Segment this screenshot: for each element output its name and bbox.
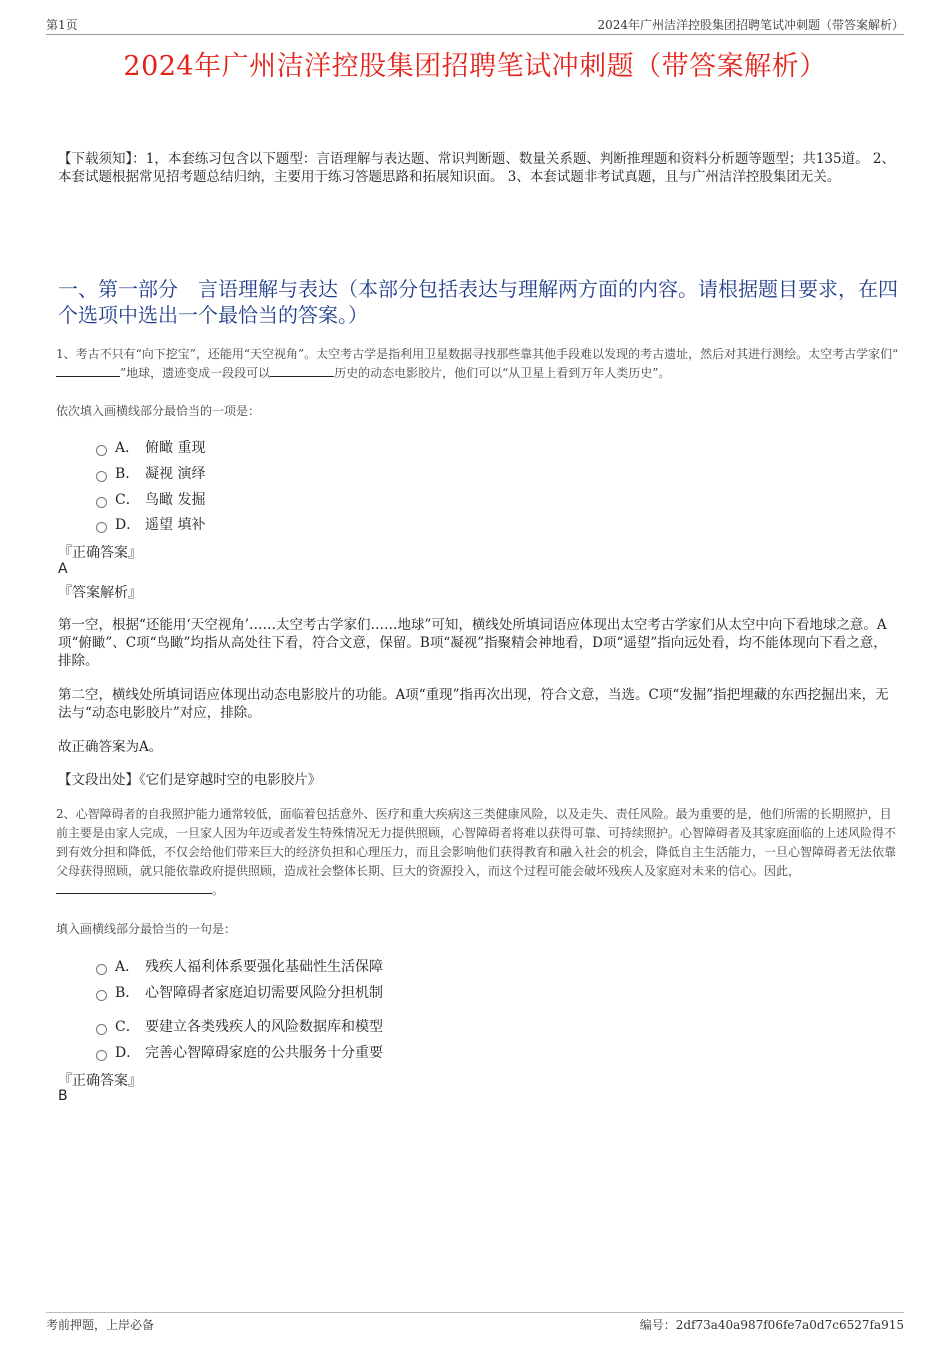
q1-analysis-paragraph: 第一空，根据“还能用‘天空视角’……太空考古学家们……地球”可知，横线处所填词语应体现出太空考古学家们从太空中向下看地球之意。A项“俯瞰”、C项“鸟瞰”均指从高处往下看，符合文意，保留。B项“凝视”指聚精会神地看，D项“遥望”指向远处看，均不能体现向下看之意，排除。	[58, 617, 887, 669]
question-2-text	[56, 805, 900, 900]
q2-option-c[interactable]	[96, 1016, 383, 1036]
question-1-text-part-b: ”地球，遗迹变成一段段可以	[120, 366, 271, 380]
radio-icon[interactable]	[96, 990, 107, 1001]
radio-icon[interactable]	[96, 445, 107, 456]
q1-option-b[interactable]	[96, 463, 205, 483]
section-title: 一、第一部分 言语理解与表达（本部分包括表达与理解两方面的内容。请根据题目要求，在四个选项中选出一个最恰当的答案。）	[58, 277, 898, 327]
footer-doc-id: 编号：2df73a40a987f06fe7a0d7c6527fa915	[639, 1318, 904, 1332]
q2-answer: B	[58, 1088, 68, 1104]
q1-analysis-label: 『答案解析』	[58, 585, 142, 601]
q2-option-a[interactable]	[96, 956, 383, 976]
option-text: 完善心智障碍家庭的公共服务十分重要	[145, 1045, 383, 1061]
question-1-text-part-c: 历史的动态电影胶片，他们可以“从卫星上看到万年人类历史”。	[334, 366, 671, 380]
download-notice: 【下载须知】：1，本套练习包含以下题型：言语理解与表达题、常识判断题、数量关系题、判断推理题和资料分析题等题型；共135道。 2、本套试题根据常见招考题总结归纳，主要用于练习答题思路和拓展知识面。 3、本套试题非考试真题，且与广州洁洋控股集团无关。	[58, 151, 895, 185]
q1-answer: A	[58, 561, 68, 577]
question-2-text-body: 2、心智障碍者的自我照护能力通常较低，面临着包括意外、医疗和重大疾病这三类健康风险，以及走失、责任风险。最为重要的是，他们所需的长期照护，目前主要是由家人完成，一旦家人因为年迈或者发生特殊情况无力提供照顾，心智障碍者将难以获得可靠、可持续照护。心智障碍者及其家庭面临的上述风险得不到有效分担和降低，不仅会给他们带来巨大的经济负担和心理压力，而且会影响他们获得教育和融入社会的机会，降低自主生活能力，一旦心智障碍者无法依靠父母获得照顾，就只能依靠政府提供照顾，造成社会整体长期、巨大的资源投入，而这个过程可能会破坏残疾人及家庭对未来的信心。因此，	[56, 807, 897, 878]
option-text: 凝视 演绎	[145, 466, 206, 482]
question-1-text	[56, 345, 900, 383]
option-text: 要建立各类残疾人的风险数据库和模型	[145, 1019, 383, 1035]
blank-1	[56, 364, 120, 377]
document-title: 2024年广州洁洋控股集团招聘笔试冲刺题（带答案解析）	[123, 51, 827, 82]
radio-icon[interactable]	[96, 1024, 107, 1035]
q1-option-d[interactable]	[96, 514, 205, 534]
q1-analysis-conclusion: 故正确答案为A。	[58, 739, 163, 755]
question-2-instruction: 填入画横线部分最恰当的一句是：	[56, 922, 237, 936]
option-text: 遥望 填补	[145, 517, 206, 533]
option-letter: A．	[115, 440, 140, 456]
option-text: 俯瞰 重现	[145, 440, 206, 456]
option-letter: C．	[115, 492, 140, 508]
option-text: 心智障碍者家庭迫切需要风险分担机制	[145, 985, 383, 1001]
page-footer	[46, 1312, 904, 1333]
radio-icon[interactable]	[96, 964, 107, 975]
radio-icon[interactable]	[96, 522, 107, 533]
page-header	[46, 14, 904, 35]
radio-icon[interactable]	[96, 471, 107, 482]
radio-icon[interactable]	[96, 497, 107, 508]
q1-option-c[interactable]	[96, 489, 205, 509]
q2-option-b[interactable]	[96, 982, 383, 1002]
option-letter: D．	[115, 1045, 141, 1061]
option-letter: B．	[115, 466, 140, 482]
option-text: 鸟瞰 发掘	[145, 492, 206, 508]
question-1-text-part-a: 1、考古不只有“向下挖宝”，还能用“天空视角”。太空考古学是指利用卫星数据寻找那些靠其他手段难以发现的考古遗址，然后对其进行测绘。太空考古学家们“	[56, 347, 899, 361]
question-2-text-end: 。	[212, 883, 225, 897]
option-letter: A．	[115, 959, 140, 975]
radio-icon[interactable]	[96, 1050, 107, 1061]
footer-slogan: 考前押题，上岸必备	[46, 1318, 155, 1332]
q1-answer-label: 『正确答案』	[58, 545, 142, 561]
q1-option-a[interactable]	[96, 437, 205, 457]
blank-1	[56, 881, 212, 894]
option-letter: C．	[115, 1019, 140, 1035]
q2-answer-label: 『正确答案』	[58, 1073, 142, 1089]
page-number: 第1页	[46, 18, 78, 32]
question-1-instruction: 依次填入画横线部分最恰当的一项是：	[56, 404, 261, 418]
q1-analysis-paragraph: 第二空，横线处所填词语应体现出动态电影胶片的功能。A项“重现”指再次出现，符合文意，当选。C项“发掘”指把埋藏的东西挖掘出来，无法与“动态电影胶片”对应，排除。	[58, 687, 889, 721]
header-doc-title: 2024年广州洁洋控股集团招聘笔试冲刺题（带答案解析）	[597, 18, 904, 32]
q1-source: 【文段出处】《它们是穿越时空的电影胶片》	[58, 772, 322, 788]
q2-option-d[interactable]	[96, 1042, 383, 1062]
option-letter: D．	[115, 517, 141, 533]
blank-2	[270, 364, 334, 377]
option-text: 残疾人福利体系要强化基础性生活保障	[145, 959, 383, 975]
option-letter: B．	[115, 985, 140, 1001]
